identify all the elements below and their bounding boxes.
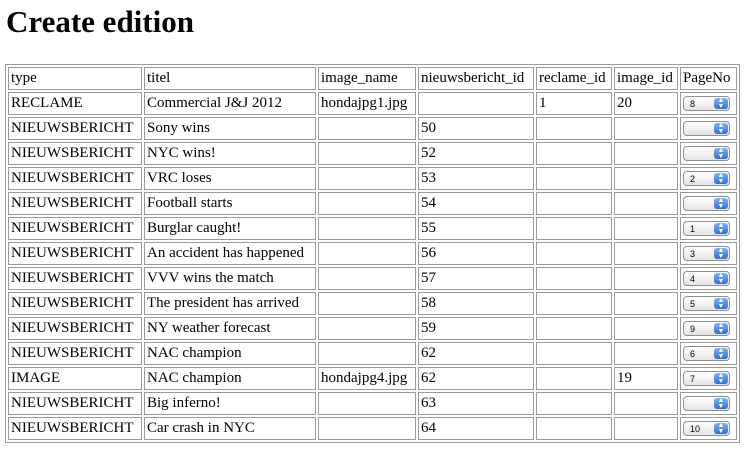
page-no-value: 9 (690, 324, 696, 335)
column-header-nieuwsbericht-id: nieuwsbericht_id (418, 67, 534, 90)
cell-image-id (614, 117, 678, 140)
cell-reclame-id (536, 367, 612, 390)
updown-chevron-icon: ▲ ▼ (714, 248, 728, 259)
cell-nieuwsbericht-id: 54 (418, 192, 534, 215)
cell-nieuwsbericht-id: 62 (418, 342, 534, 365)
updown-chevron-icon: ▲ ▼ (714, 348, 728, 359)
cell-nieuwsbericht-id: 63 (418, 392, 534, 415)
cell-reclame-id (536, 242, 612, 265)
column-header-reclame-id: reclame_id (536, 67, 612, 90)
cell-titel: NY weather forecast (144, 317, 316, 340)
cell-image-name: hondajpg4.jpg (318, 367, 416, 390)
cell-titel: Car crash in NYC (144, 417, 316, 440)
page-no-select[interactable] (683, 196, 730, 211)
cell-image-name (318, 217, 416, 240)
cell-image-name (318, 317, 416, 340)
page-no-select[interactable] (683, 121, 730, 136)
cell-titel: VVV wins the match (144, 267, 316, 290)
cell-image-id (614, 417, 678, 440)
page-no-select[interactable] (683, 396, 730, 411)
column-header-page-no: PageNo (680, 67, 737, 90)
cell-page-no (680, 342, 737, 365)
cell-reclame-id (536, 142, 612, 165)
cell-type: NIEUWSBERICHT (8, 392, 142, 415)
cell-image-id (614, 392, 678, 415)
updown-chevron-icon: ▲ ▼ (714, 173, 728, 184)
cell-nieuwsbericht-id: 56 (418, 242, 534, 265)
page-no-value: 7 (690, 374, 696, 385)
table-row (8, 417, 737, 440)
cell-image-id (614, 167, 678, 190)
cell-page-no (680, 117, 737, 140)
cell-nieuwsbericht-id (418, 92, 534, 115)
page-no-select[interactable] (683, 221, 730, 236)
cell-image-id (614, 142, 678, 165)
page-no-select[interactable] (683, 296, 730, 311)
table-row (8, 92, 737, 115)
cell-image-name (318, 142, 416, 165)
page-no-select[interactable] (683, 371, 730, 386)
cell-image-name (318, 342, 416, 365)
cell-image-id (614, 242, 678, 265)
cell-titel: The president has arrived (144, 292, 316, 315)
table-row (8, 392, 737, 415)
cell-nieuwsbericht-id: 57 (418, 267, 534, 290)
cell-nieuwsbericht-id: 55 (418, 217, 534, 240)
table-row (8, 167, 737, 190)
cell-type: NIEUWSBERICHT (8, 342, 142, 365)
cell-image-name (318, 242, 416, 265)
updown-chevron-icon: ▲ ▼ (714, 98, 728, 109)
cell-reclame-id (536, 392, 612, 415)
cell-titel: NAC champion (144, 342, 316, 365)
cell-type: NIEUWSBERICHT (8, 217, 142, 240)
cell-nieuwsbericht-id: 52 (418, 142, 534, 165)
cell-reclame-id (536, 217, 612, 240)
cell-titel: An accident has happened (144, 242, 316, 265)
cell-type: RECLAME (8, 92, 142, 115)
updown-chevron-icon: ▲ ▼ (714, 298, 728, 309)
cell-page-no (680, 242, 737, 265)
table-row (8, 267, 737, 290)
updown-chevron-icon: ▲ ▼ (714, 123, 728, 134)
cell-titel: Burglar caught! (144, 217, 316, 240)
cell-image-name: hondajpg1.jpg (318, 92, 416, 115)
table-body (8, 92, 737, 440)
cell-nieuwsbericht-id: 59 (418, 317, 534, 340)
cell-page-no (680, 167, 737, 190)
table-row (8, 142, 737, 165)
updown-chevron-icon: ▲ ▼ (714, 223, 728, 234)
cell-page-no (680, 317, 737, 340)
page-no-select[interactable] (683, 346, 730, 361)
cell-nieuwsbericht-id: 53 (418, 167, 534, 190)
column-header-image-id: image_id (614, 67, 678, 90)
cell-nieuwsbericht-id: 62 (418, 367, 534, 390)
page-no-select[interactable] (683, 321, 730, 336)
cell-page-no (680, 217, 737, 240)
header-row (8, 67, 737, 90)
cell-image-name (318, 292, 416, 315)
cell-page-no (680, 417, 737, 440)
page-no-select[interactable] (683, 421, 730, 436)
cell-reclame-id (536, 267, 612, 290)
cell-image-name (318, 167, 416, 190)
updown-chevron-icon: ▲ ▼ (714, 423, 728, 434)
cell-type: NIEUWSBERICHT (8, 292, 142, 315)
page-no-value: 6 (690, 349, 696, 360)
cell-titel: Big inferno! (144, 392, 316, 415)
cell-image-name (318, 117, 416, 140)
cell-reclame-id (536, 117, 612, 140)
cell-type: IMAGE (8, 367, 142, 390)
cell-image-id (614, 317, 678, 340)
cell-reclame-id (536, 192, 612, 215)
table-row (8, 292, 737, 315)
page-no-value: 5 (690, 299, 696, 310)
cell-image-id: 19 (614, 367, 678, 390)
page-no-value: 3 (690, 249, 696, 260)
cell-image-id (614, 292, 678, 315)
cell-type: NIEUWSBERICHT (8, 167, 142, 190)
cell-page-no (680, 292, 737, 315)
cell-image-name (318, 392, 416, 415)
table-row (8, 242, 737, 265)
cell-image-id (614, 342, 678, 365)
updown-chevron-icon: ▲ ▼ (714, 273, 728, 284)
cell-titel: Sony wins (144, 117, 316, 140)
updown-chevron-icon: ▲ ▼ (714, 323, 728, 334)
cell-type: NIEUWSBERICHT (8, 267, 142, 290)
table-row (8, 342, 737, 365)
cell-type: NIEUWSBERICHT (8, 417, 142, 440)
page-no-select[interactable] (683, 246, 730, 261)
cell-page-no (680, 367, 737, 390)
page-no-value: 4 (690, 274, 696, 285)
cell-page-no (680, 92, 737, 115)
cell-image-name (318, 417, 416, 440)
table-row (8, 317, 737, 340)
cell-page-no (680, 267, 737, 290)
page-no-value: 1 (690, 224, 696, 235)
page-no-select[interactable] (683, 271, 730, 286)
cell-reclame-id (536, 167, 612, 190)
updown-chevron-icon: ▲ ▼ (714, 398, 728, 409)
cell-type: NIEUWSBERICHT (8, 242, 142, 265)
updown-chevron-icon: ▲ ▼ (714, 198, 728, 209)
column-header-image-name: image_name (318, 67, 416, 90)
cell-page-no (680, 392, 737, 415)
page-title: Create edition (6, 4, 194, 39)
cell-titel: VRC loses (144, 167, 316, 190)
cell-reclame-id: 1 (536, 92, 612, 115)
cell-reclame-id (536, 292, 612, 315)
cell-image-name (318, 267, 416, 290)
table-row (8, 117, 737, 140)
page-no-value: 8 (690, 99, 696, 110)
cell-titel: Football starts (144, 192, 316, 215)
cell-type: NIEUWSBERICHT (8, 142, 142, 165)
cell-page-no (680, 142, 737, 165)
cell-nieuwsbericht-id: 64 (418, 417, 534, 440)
table-row (8, 192, 737, 215)
cell-reclame-id (536, 317, 612, 340)
cell-image-id (614, 192, 678, 215)
page-no-value: 2 (690, 174, 696, 185)
page-no-select[interactable] (683, 171, 730, 186)
cell-type: NIEUWSBERICHT (8, 317, 142, 340)
cell-titel: NYC wins! (144, 142, 316, 165)
table-row (8, 367, 737, 390)
cell-type: NIEUWSBERICHT (8, 192, 142, 215)
page-no-select[interactable] (683, 146, 730, 161)
cell-image-id: 20 (614, 92, 678, 115)
cell-reclame-id (536, 417, 612, 440)
cell-titel: NAC champion (144, 367, 316, 390)
cell-reclame-id (536, 342, 612, 365)
cell-image-id (614, 267, 678, 290)
cell-page-no (680, 192, 737, 215)
page-no-value: 10 (690, 424, 701, 435)
column-header-type: type (8, 67, 142, 90)
updown-chevron-icon: ▲ ▼ (714, 373, 728, 384)
table-row (8, 217, 737, 240)
cell-titel: Commercial J&J 2012 (144, 92, 316, 115)
cell-image-id (614, 217, 678, 240)
page-no-select[interactable] (683, 96, 730, 111)
cell-image-name (318, 192, 416, 215)
column-header-titel: titel (144, 67, 316, 90)
cell-nieuwsbericht-id: 50 (418, 117, 534, 140)
cell-nieuwsbericht-id: 58 (418, 292, 534, 315)
cell-type: NIEUWSBERICHT (8, 117, 142, 140)
edition-table (5, 64, 740, 443)
updown-chevron-icon: ▲ ▼ (714, 148, 728, 159)
